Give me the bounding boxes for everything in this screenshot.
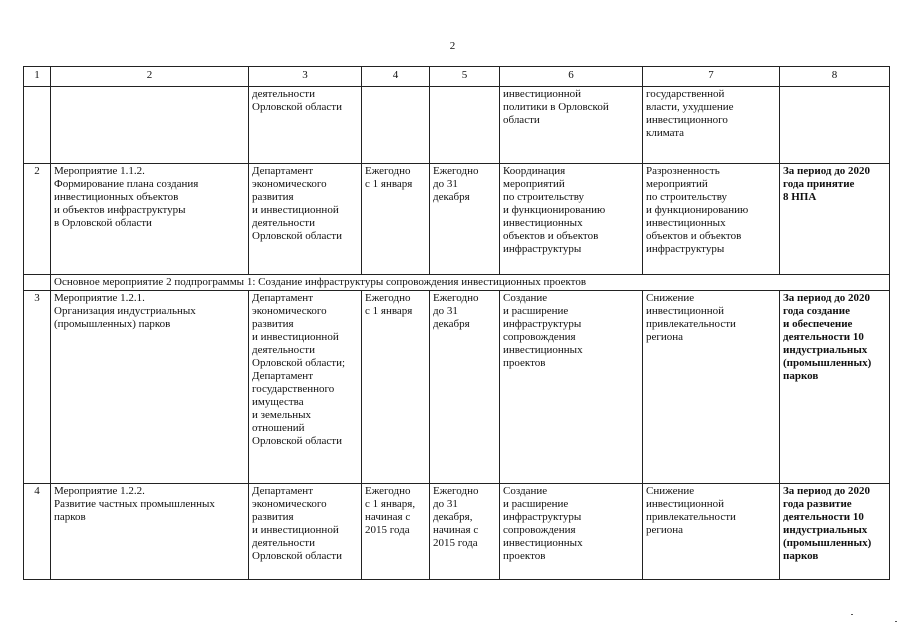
executor-cell: деятельности Орловской области — [249, 87, 362, 164]
consequences-cell: государственной власти, ухудшение инвестиционного климата — [643, 87, 780, 164]
consequences-cell: Снижение инвестиционной привлекательности региона — [643, 484, 780, 580]
scan-speck — [851, 614, 853, 615]
measure-name-cell: Мероприятие 1.2.1. Организация индустриальных (промышленных) парков — [51, 291, 249, 484]
measures-table — [23, 66, 890, 580]
column-header: 2 — [51, 67, 249, 87]
executor-cell: Департамент экономического развития и инвестиционной деятельности Орловской области; Департамент государственного имущества и земельных отношений Орловской области — [249, 291, 362, 484]
end-date-cell: Ежегодно до 31 декабря, начиная с 2015 года — [430, 484, 500, 580]
measure-name-cell: Мероприятие 1.2.2. Развитие частных промышленных парков — [51, 484, 249, 580]
executor-cell: Департамент экономического развития и инвестиционной деятельности Орловской области — [249, 164, 362, 275]
expected-result-cell: Создание и расширение инфраструктуры сопровождения инвестиционных проектов — [500, 291, 643, 484]
executor-cell: Департамент экономического развития и инвестиционной деятельности Орловской области — [249, 484, 362, 580]
measure-name-cell: Мероприятие 1.1.2. Формирование плана создания инвестиционных объектов и объектов инфраструктуры в Орловской области — [51, 164, 249, 275]
expected-result-cell: Координация мероприятий по строительству и функционированию инвестиционных объектов и объектов инфраструктуры — [500, 164, 643, 275]
start-date-cell: Ежегодно с 1 января — [362, 291, 430, 484]
expected-result-cell: инвестиционной политики в Орловской области — [500, 87, 643, 164]
consequences-cell: Снижение инвестиционной привлекательности региона — [643, 291, 780, 484]
end-date-cell: Ежегодно до 31 декабря — [430, 164, 500, 275]
row-number-cell: 2 — [24, 164, 51, 275]
table-row — [24, 164, 890, 275]
column-header: 1 — [24, 67, 51, 87]
end-date-cell: Ежегодно до 31 декабря — [430, 291, 500, 484]
row-number-cell: 3 — [24, 291, 51, 484]
target-indicator-cell: За период до 2020 года развитие деятельности 10 индустриальных (промышленных) парков — [780, 484, 890, 580]
section-row — [24, 275, 890, 291]
column-header: 3 — [249, 67, 362, 87]
header-row — [24, 67, 890, 87]
measure-name-cell — [51, 87, 249, 164]
table-row — [24, 291, 890, 484]
section-title: Основное мероприятие 2 подпрограммы 1: Создание инфраструктуры сопровождения инвестиционных проектов — [51, 275, 890, 291]
row-number-cell — [24, 87, 51, 164]
start-date-cell: Ежегодно с 1 января — [362, 164, 430, 275]
page-number: 2 — [449, 40, 456, 52]
row-number-cell: 4 — [24, 484, 51, 580]
consequences-cell: Разрозненность мероприятий по строительству и функционированию инвестиционных объектов и объектов инфраструктуры — [643, 164, 780, 275]
expected-result-cell: Создание и расширение инфраструктуры сопровождения инвестиционных проектов — [500, 484, 643, 580]
column-header: 4 — [362, 67, 430, 87]
end-date-cell — [430, 87, 500, 164]
table-row — [24, 484, 890, 580]
target-indicator-cell: За период до 2020 года создание и обеспечение деятельности 10 индустриальных (промышленных) парков — [780, 291, 890, 484]
start-date-cell — [362, 87, 430, 164]
column-header: 7 — [643, 67, 780, 87]
column-header: 8 — [780, 67, 890, 87]
scan-speck — [895, 621, 897, 622]
target-indicator-cell: За период до 2020 года принятие 8 НПА — [780, 164, 890, 275]
table-row-continuation — [24, 87, 890, 164]
start-date-cell: Ежегодно с 1 января, начиная с 2015 года — [362, 484, 430, 580]
section-number-cell — [24, 275, 51, 291]
column-header: 5 — [430, 67, 500, 87]
target-indicator-cell — [780, 87, 890, 164]
column-header: 6 — [500, 67, 643, 87]
